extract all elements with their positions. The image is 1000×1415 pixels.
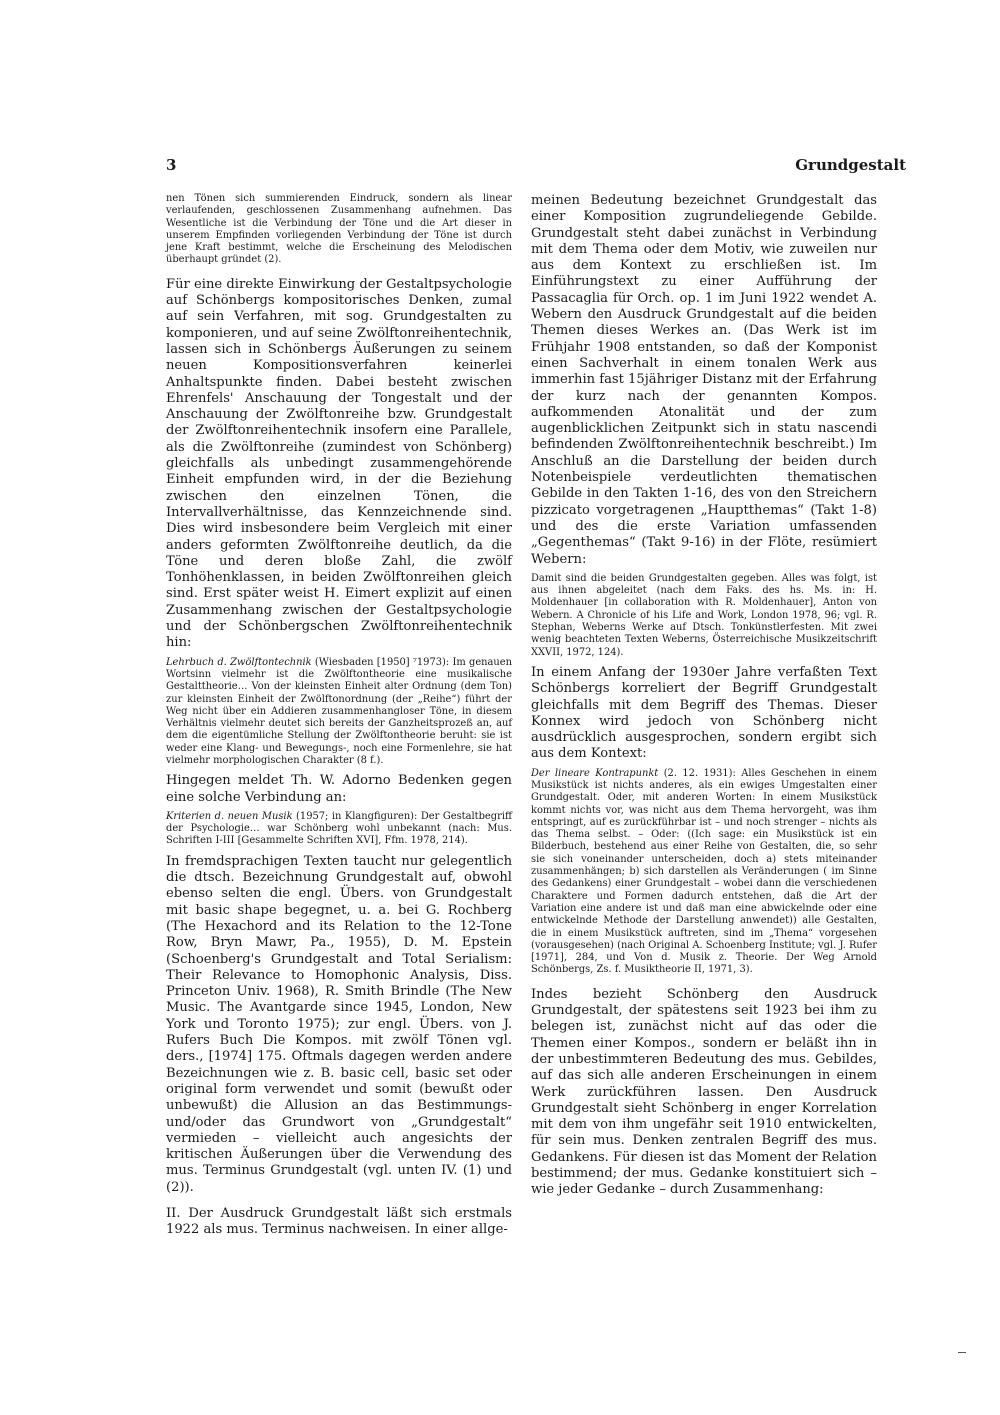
quote-source: Kriterien d. neuen Musik <box>166 810 293 822</box>
paragraph: Hingegen meldet Th. W. Adorno Bedenken gegen eine solche Verbindung an: <box>166 773 512 805</box>
paragraph: In einem Anfang der 1930er Jahre verfaßten Text Schönbergs korreliert der Begriff Grundgestalt gleichfalls mit dem Begriff des Themas. Dieser Konnex wird jedoch von Schönberg nicht ausdrücklich ausgesprochen, sondern ergibt sich aus dem Kontext: <box>531 664 877 762</box>
quote-text: (2. 12. 1931): Alles Geschehen in einem Musikstück ist nichts anderes, als ein ewiges Umgestalten einer Grundgestalt. Oder, mit anderen Worten: In einem Musikstück kommt nichts vor, was nicht aus dem Thema hervorgeht, was ihm entspringt, auf es zurückführbar ist – und noch strenger – nichts als das Thema selbst. – Oder: ((Ich sage: ein Musikstück ist ein Bilderbuch, bestehend aus einer Reihe von Gestalten, die, so sehr sie sich voneinander unterscheiden, doch a) stets miteinander zusammenhängen; b) sich darstellen als Veränderungen ( im Sinne des Gedankens) einer Grundgestalt – wobei dann die verschiedenen Charaktere und Formen dadurch entstehen, daß die Art der Variation eine andere ist und daß man eine abwickelnde oder eine entwickelnde Methode der Darstellung anwendet)) alle Gestalten, die in einem Musikstück auftreten, sind im „Thema“ vorgesehen (vorausgesehen) (nach Original A. Schoenberg Institute; vgl. J. Rufer [1971], 284, und Von d. Musik z. Theorie. Der Weg Arnold Schönbergs, Zs. f. Musiktheorie II, 1971, 3). <box>531 767 878 976</box>
page-number: 3 <box>166 156 177 174</box>
page-header <box>166 156 906 178</box>
block-quote: Damit sind die beiden Grundgestalten gegeben. Alles was folgt, ist aus ihnen abgeleitet (nach dem Faks. des hs. Ms. in: H. Moldenhauer [in collaboration with R. Moldenhauer], Anton von Webern. A Chronicle of his Life and Work, London 1978, 96; vgl. R. Stephan, Weberns Werke auf Dtsch. Tonkünstlerfesten. Mit zwei wenig beachteten Texten Weberns, Österreichische Musikzeitschrift XXVII, 1972, 124). <box>531 572 877 658</box>
paragraph: meinen Bedeutung bezeichnet Grundgestalt das einer Komposition zugrundeliegende Gebilde. Grundgestalt steht dabei zunächst in Verbindung mit dem Thema oder dem Motiv, wie zuweilen nur aus dem Kontext zu erschließen ist. Im Einführungstext zu einer Aufführung der Passacaglia für Orch. op. 1 im Juni 1922 wendet A. Webern den Ausdruck Grundgestalt auf die beiden Themen dieses Werkes an. (Das Werk ist im Frühjahr 1908 entstanden, so daß der Komponist einen Sachverhalt in einem tonalen Werk aus immerhin fast 15jähriger Distanz mit der Erfahrung der kurz nach der genannten Kompos. aufkommenden Atonalität und der zum augenblicklichen Zeitpunkt sich in statu nascendi befindenden Zwölftonreihentechnik beschreibt.) Im Anschluß an die Darstellung der beiden durch Notenbeispiele verdeutlichten thematischen Gebilde in den Takten 1-16, des von den Streichern pizzicato vorgetragenen „Hauptthemas“ (Takt 1-8) und des die erste Variation umfassenden „Gegenthemas“ (Takt 9-16) in der Flöte, resümiert Webern: <box>531 193 877 567</box>
quote-text: (1957; in Klangfiguren): Der Gestaltbegriff der Psychologie… war Schönberg wohl unbekannt (nach: Mus. Schriften I-III [Gesammelte Schriften XVI], Ffm. 1978, 214). <box>166 810 512 847</box>
margin-mark <box>958 1352 966 1353</box>
right-column <box>531 193 877 1204</box>
block-quote <box>166 811 512 848</box>
quote-source: Der lineare Kontrapunkt <box>531 767 659 779</box>
quote-source: Lehrbuch d. Zwölftontechnik <box>166 656 312 668</box>
block-quote <box>531 768 877 977</box>
paragraph: Für eine direkte Einwirkung der Gestaltpsychologie auf Schönbergs kompositorisches Denken, zumal auf sein Verfahren, mit sog. Grundgestalten zu komponieren, und auf seine Zwölftonreihentechnik, lassen sich in Schönbergs Äußerungen zu seinem neuen Kompositionsverfahren keinerlei Anhaltspunkte finden. Dabei besteht zwischen Ehrenfels' Anschauung der Tongestalt und der Anschauung der Zwölftonreihe bzw. Grundgestalt der Zwölftonreihentechnik insofern eine Parallele, als die Zwölftonreihe (zumindest von Schönberg) gleichfalls als unbedingt zusammengehörende Einheit empfunden wird, in der die Beziehung zwischen den einzelnen Tönen, die Intervallverhältnisse, das Kennzeichnende sind. Dies wird insbesondere beim Vergleich mit einer anders geformten Zwölftonreihe deutlich, da die Töne und deren bloße Zahl, die zwölf Tonhöhenklassen, in beiden Zwölftonreihen gleich sind. Erst später weist H. Eimert explizit auf einen Zusammenhang zwischen der Gestaltpsychologie und der Schönbergschen Zwölftonreihentechnik hin: <box>166 276 512 651</box>
paragraph: Indes bezieht Schönberg den Ausdruck Grundgestalt, der spätestens seit 1923 bei ihm zu belegen ist, zunächst nicht auf das oder die Themen einer Kompos., sondern er beläßt ihn in der unbestimmteren Bedeutung des mus. Gebildes, auf das sich alle anderen Erscheinungen in einem Werk zurückführen lassen. Den Ausdruck Grundgestalt sieht Schönberg in enger Korrelation mit dem von ihm ungefähr seit 1910 entwickelten, für sein mus. Denken zentralen Begriff des mus. Gedankens. Für diesen ist das Moment der Relation bestimmend; der mus. Gedanke konstituiert sich – wie jeder Gedanke – durch Zusammenhang: <box>531 986 877 1198</box>
paragraph: In fremdsprachigen Texten taucht nur gelegentlich die dtsch. Bezeichnung Grundgestalt auf, obwohl ebenso selten die engl. Übers. von Grundgestalt mit basic shape begegnet, u. a. bei G. Rochberg (The Hexachord and its Relation to the 12-Tone Row, Bryn Mawr, Pa., 1955), D. M. Epstein (Schoenberg's Grundgestalt and Total Serialism: Their Relevance to Homophonic Analysis, Diss. Princeton Univ. 1968), R. Smith Brindle (The New Music. The Avantgarde since 1945, London, New York und Toronto 1975); zur engl. Übers. von J. Rufers Buch Die Kompos. mit zwölf Tönen vgl. ders., [1974] 175. Oftmals dagegen werden andere Bezeichnungen wie z. B. basic cell, basic set oder original form verwendet und somit (bewußt oder unbewußt) die Allusion an das Bestimmungs- und/oder das Grundwort von „Grundgestalt“ vermieden – vielleicht auch angesichts der kritischen Äußerungen über die Verwendung des mus. Terminus Grundgestalt (vgl. unten IV. (1) und (2)). <box>166 853 512 1195</box>
paragraph: II. Der Ausdruck Grundgestalt läßt sich erstmals 1922 als mus. Terminus nachweisen. In einer allge- <box>166 1206 512 1238</box>
running-head: Grundgestalt <box>795 156 906 174</box>
quote-text: (Wiesbaden [1950] ⁷1973): Im genauen Wortsinn vielmehr ist die Zwölftontheorie eine musikalische Gestalttheorie… Von der kleinsten Einheit alter Ordnung (dem Ton) zur kleinsten Einheit der Zwölftonordnung (der „Reihe“) führt der Weg nicht über ein Addieren zusammenhangloser Töne, in diesem Verhältnis vielmehr deutet sich bereits der Ganzheitsprozeß an, auf dem die eigentümliche Stellung der Zwölftontheorie beruht: sie ist weder eine Klang- und Bewegungs-, noch eine Formenlehre, sie hat vielmehr morphologischen Charakter (8 f.). <box>166 656 512 766</box>
block-quote <box>166 657 512 768</box>
left-column <box>166 193 512 1244</box>
paragraph: nen Tönen sich summierenden Eindruck, sondern als linear verlaufenden, geschlossenen Zusammenhang aufnehmen. Das Wesentliche ist die Verbindung der Töne und die Art dieser in unserem Empfinden vorliegenden Verbindung der Töne ist durch jene Kraft bestimmt, welche die Erscheinung des Melodischen überhaupt gründet (2). <box>166 193 512 266</box>
